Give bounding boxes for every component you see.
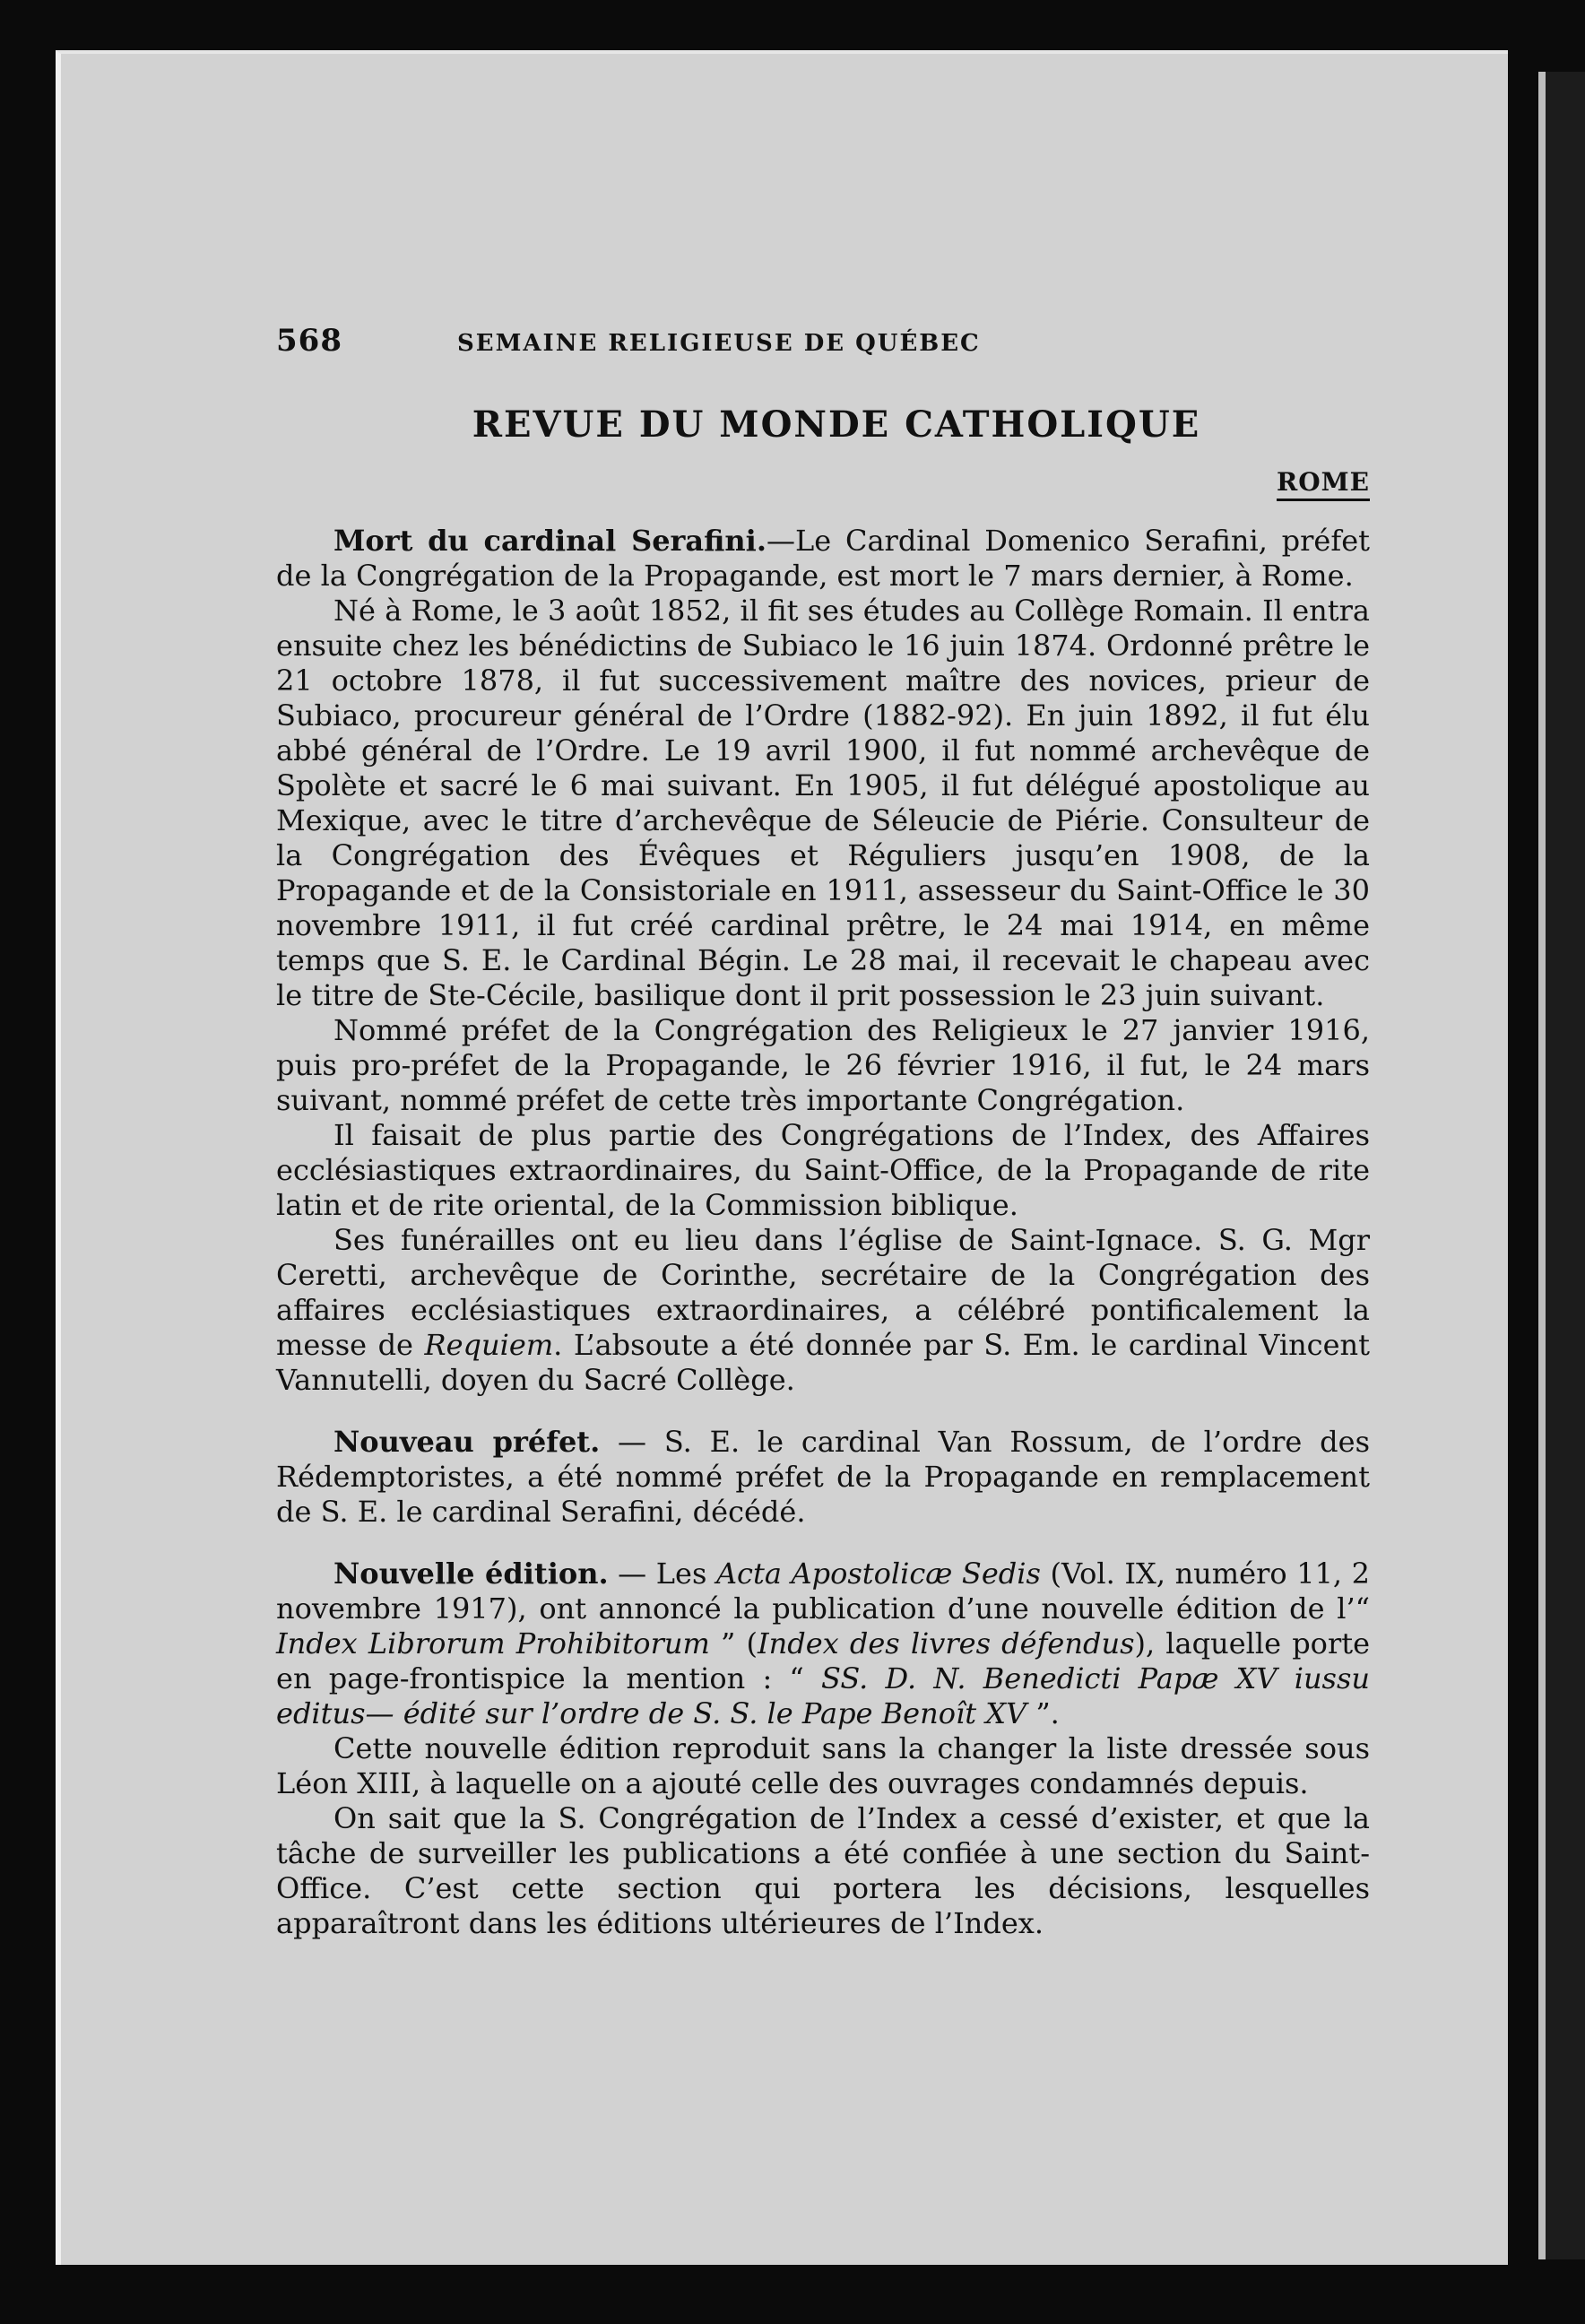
document-page	[56, 50, 1508, 2265]
article-lead: Nouveau préfet.	[333, 1425, 601, 1459]
italic-title: Acta Apostolicæ Sedis	[715, 1557, 1041, 1591]
paragraph-text: —Le Cardinal Domenico Serafini, préfet de la Congrégation de la Propagande, est mort le 7 mars dernier, à Rome.	[276, 524, 1371, 593]
article-nouvelle-edition	[276, 1557, 1370, 1941]
italic-quote: SS. D. N. Benedicti Papæ XV iussu editus— édité sur l’ordre de S. S. le Pape Benoît XV	[276, 1661, 1371, 1730]
section-subtitle	[276, 467, 1370, 497]
paragraph-text: . L’absoute a été donnée par S. Em. le cardinal Vincent Vannutelli, doyen du Sacré Collège.	[276, 1328, 1371, 1397]
article-lead: Nouvelle édition.	[333, 1557, 609, 1591]
paragraph-text: ), laquelle porte en page-frontispice la mention : “	[276, 1626, 1371, 1695]
paragraph: Cette nouvelle édition reproduit sans la changer la liste dressée sous Léon XIII, à laquelle on a ajouté celle des ouvrages condamnés depuis.	[276, 1731, 1370, 1800]
paragraph-text: ”.	[1026, 1696, 1060, 1730]
paragraph-text: ” (	[709, 1626, 758, 1661]
italic-title: Index des livres défendus	[757, 1626, 1135, 1661]
paragraph-text: — S. E. le cardinal Van Rossum, de l’ordre des Rédemptoristes, a été nommé préfet de la Propagande en remplacement de S. E. le cardinal Serafini, décédé.	[276, 1425, 1371, 1529]
section-subtitle-text: ROME	[1277, 467, 1370, 501]
page-number: 568	[276, 323, 342, 359]
page-content	[276, 269, 1370, 1941]
paragraph	[276, 1425, 1370, 1530]
article-lead: Mort du cardinal Serafini.	[333, 524, 767, 558]
paragraph-text: Ses funérailles ont eu lieu dans l’église de Saint-Ignace. S. G. Mgr Ceretti, archevêque de Corinthe, secrétaire de la Congrégation des affaires ecclésiastiques extraordinaires, a célébré pontificalement la messe de	[276, 1223, 1370, 1362]
article-nouveau-prefet	[276, 1425, 1370, 1530]
paragraph: Né à Rome, le 3 août 1852, il fit ses études au Collège Romain. Il entra ensuite chez les bénédictins de Subiaco le 16 juin 1874. Ordonné prêtre le 21 octobre 1878, il fut successivement maître des novices, prieur de Subiaco, procureur général de l’Ordre (1882-92). En juin 1892, il fut élu abbé général de l’Ordre. Le 19 avril 1900, il fut nommé archevêque de Spolète et sacré le 6 mai suivant. En 1905, il fut délégué apostolique au Mexique, avec le titre d’archevêque de Séleucie de Piérie. Consulteur de la Congrégation des Évêques et Réguliers jusqu’en 1908, de la Propagande et de la Consistoriale en 1911, assesseur du Saint-Office le 30 novembre 1911, il fut créé cardinal prêtre, le 24 mai 1914, en même temps que S. E. le Cardinal Bégin. Le 28 mai, il recevait le chapeau avec le titre de Ste-Cécile, basilique dont il prit possession le 23 juin suivant.	[276, 594, 1370, 1012]
paragraph-text: — Les	[608, 1557, 716, 1591]
running-head	[276, 323, 1370, 359]
paragraph: On sait que la S. Congrégation de l’Index a cessé d’exister, et que la tâche de surveiller les publications a été confiée à une section du Saint-Office. C’est cette section qui portera les décisions, lesquelles apparaîtront dans les éditions ultérieures de l’Index.	[276, 1801, 1370, 1940]
italic-term: Requiem	[424, 1328, 554, 1362]
paragraph	[276, 1557, 1370, 1731]
italic-title: Index Librorum Prohibitorum	[276, 1626, 710, 1661]
article-serafini	[276, 524, 1370, 1398]
paragraph-text: (Vol. IX, numéro 11, 2 novembre 1917), ont annoncé la publication d’une nouvelle édition de l’“	[276, 1557, 1371, 1626]
paragraph: Il faisait de plus partie des Congrégations de l’Index, des Affaires ecclésiastiques extraordinaires, du Saint-Office, de la Propagande de rite latin et de rite oriental, de la Commission biblique.	[276, 1118, 1370, 1222]
section-title: REVUE DU MONDE CATHOLIQUE	[472, 403, 1201, 446]
paragraph: Nommé préfet de la Congrégation des Religieux le 27 janvier 1916, puis pro-préfet de la Propagande, le 26 février 1916, il fut, le 24 mars suivant, nommé préfet de cette très importante Congrégation.	[276, 1013, 1370, 1117]
adjacent-page-edge	[1538, 72, 1585, 2259]
paragraph	[276, 524, 1370, 594]
journal-title: SEMAINE RELIGIEUSE DE QUÉBEC	[456, 330, 981, 357]
paragraph	[276, 1223, 1370, 1398]
